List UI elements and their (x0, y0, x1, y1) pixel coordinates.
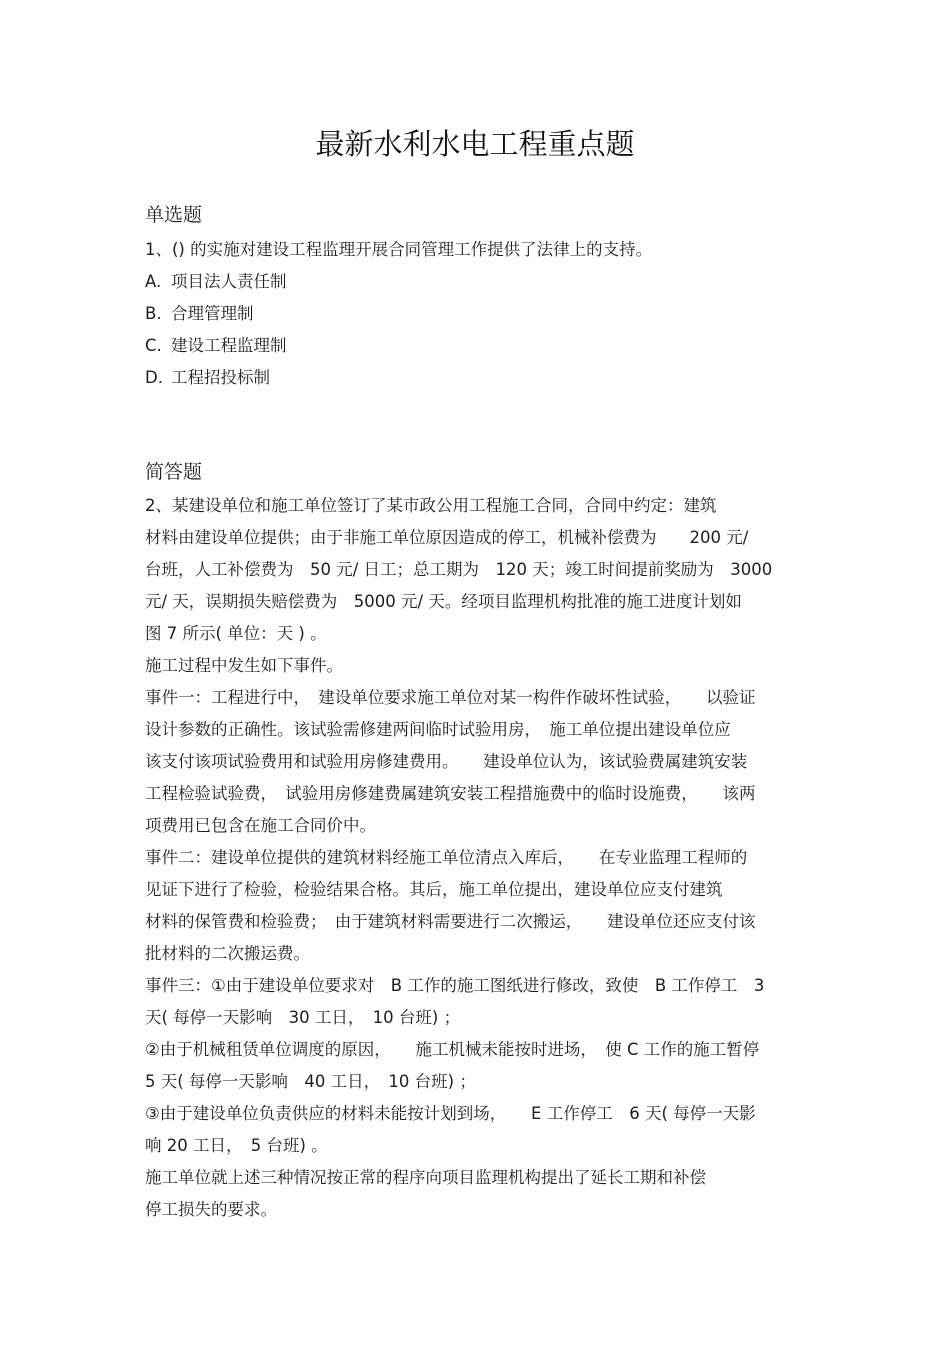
option-letter: A. (145, 272, 162, 291)
text-line: 元/ 天，误期损失赔偿费为 5000 元/ 天。经项目监理机构批准的施工进度计划如 (145, 592, 742, 611)
text-line: 2、某建设单位和施工单位签订了某市政公用工程施工合同，合同中约定：建筑 (145, 496, 717, 515)
option-letter: C. (145, 336, 162, 355)
option-c (145, 334, 815, 358)
question-1: 1、() 的实施对建设工程监理开展合同管理工作提供了法律上的支持。 (145, 240, 653, 259)
option-letter: D. (145, 368, 163, 387)
section-heading-short-answer: 简答题 (145, 461, 203, 483)
text-line: 设计参数的正确性。该试验需修建两间临时试验用房， 施工单位提出建设单位应 (145, 720, 731, 739)
text-line: 工程检验试验费， 试验用房修建费属建筑安装工程措施费中的临时设施费， 该两 (145, 784, 756, 803)
text-line: 5 天( 每停一天影响 40 工日， 10 台班) ； (145, 1072, 476, 1091)
text-line: ③由于建设单位负责供应的材料未能按计划到场， E 工作停工 6 天( 每停一天影 (145, 1104, 756, 1123)
document-title: 最新水利水电工程重点题 (315, 127, 635, 161)
option-text: 工程招投标制 (171, 368, 270, 387)
option-text: 建设工程监理制 (171, 336, 287, 355)
text-line: 批材料的二次搬运费。 (145, 944, 310, 963)
text-line: 该支付该项试验费用和试验用房修建费用。 建设单位认为，该试验费属建筑安装 (145, 752, 748, 771)
text-line: 事件一：工程进行中， 建设单位要求施工单位对某一构件作破坏性试验， 以验证 (145, 688, 756, 707)
option-letter: B. (145, 304, 162, 323)
text-line: 见证下进行了检验，检验结果合格。其后，施工单位提出，建设单位应支付建筑 (145, 880, 723, 899)
text-line: 施工过程中发生如下事件。 (145, 656, 343, 675)
text-line: ②由于机械租赁单位调度的原因， 施工机械未能按时进场， 使 C 工作的施工暂停 (145, 1040, 760, 1059)
text-line: 天( 每停一天影响 30 工日， 10 台班) ； (145, 1008, 461, 1027)
text-line: 停工损失的要求。 (145, 1200, 277, 1219)
option-b (145, 302, 815, 326)
text-line: 台班，人工补偿费为 50 元/ 日工；总工期为 120 天；竣工时间提前奖励为 3000 (145, 560, 773, 579)
text-line: 材料的保管费和检验费； 由于建筑材料需要进行二次搬运， 建设单位还应支付该 (145, 912, 756, 931)
text-line: 事件三：①由于建设单位要求对 B 工作的施工图纸进行修改，致使 B 工作停工 3 (145, 976, 765, 995)
text-line: 响 20 工日， 5 台班) 。 (145, 1136, 328, 1155)
option-a (145, 270, 815, 294)
text-line: 项费用已包含在施工合同价中。 (145, 816, 376, 835)
text-line: 施工单位就上述三种情况按正常的程序向项目监理机构提出了延长工期和补偿 (145, 1168, 706, 1187)
text-line: 事件二：建设单位提供的建筑材料经施工单位清点入库后， 在专业监理工程师的 (145, 848, 748, 867)
text-line: 图 7 所示( 单位：天 ) 。 (145, 624, 327, 643)
option-text: 项目法人责任制 (171, 272, 287, 291)
text-line: 材料由建设单位提供；由于非施工单位原因造成的停工，机械补偿费为 200 元/ (145, 528, 749, 547)
option-text: 合理管理制 (171, 304, 254, 323)
section-heading-single-choice: 单选题 (145, 204, 203, 226)
option-d (145, 366, 815, 390)
